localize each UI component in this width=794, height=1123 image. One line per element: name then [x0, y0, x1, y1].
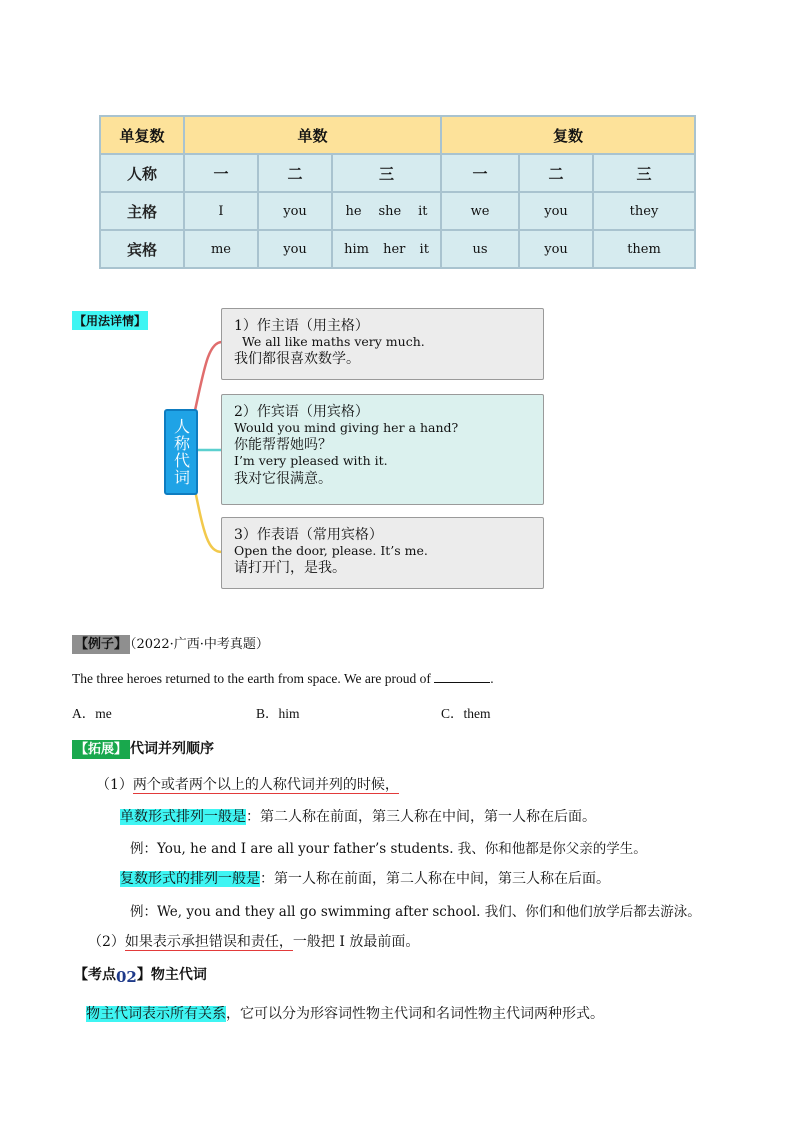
row-label-object: 宾格 — [100, 230, 184, 268]
question-end: . — [490, 671, 494, 686]
box-example-en: We all like maths very much. — [242, 334, 425, 349]
pronoun-he: he — [345, 203, 362, 219]
point-2-underline: 如果表示承担错误和责任， — [124, 934, 293, 950]
usage-box-subject — [221, 308, 544, 380]
cell-subject: we — [441, 192, 519, 230]
usage-box-object — [221, 394, 544, 505]
box-example-zh: 我对它很满意。 — [234, 471, 332, 487]
cell-person: 一 — [184, 154, 258, 192]
option-b[interactable]: B．him — [256, 706, 300, 721]
cell-object: you — [258, 230, 332, 268]
header-plural: 复数 — [441, 116, 695, 154]
example-source: （2022·广西·中考真题） — [130, 637, 269, 652]
row-label-subject: 主格 — [100, 192, 184, 230]
pronoun-center-node: 人称代词 — [164, 409, 198, 495]
usage-box-predicative — [221, 517, 544, 589]
rule-plural — [120, 868, 610, 888]
box-example-en: I’m very pleased with it. — [234, 453, 388, 468]
cell-subject-third — [332, 192, 441, 230]
extension-tag: 【拓展】 — [72, 740, 130, 759]
option-a[interactable]: A．me — [72, 706, 112, 721]
cell-subject: you — [519, 192, 593, 230]
box-title: 3）作表语（常用宾格） — [234, 527, 383, 543]
pronoun-it: it — [419, 241, 429, 257]
extension-title: 代词并列顺序 — [130, 741, 215, 757]
point-number: （2） — [88, 934, 125, 950]
rule-singular-text: ：第二人称在前面，第三人称在中间，第一人称在后面。 — [246, 809, 596, 825]
cell-person: 三 — [332, 154, 441, 192]
rule-singular-highlight: 单数形式排列一般是 — [120, 809, 246, 825]
kaodian-text — [86, 1003, 604, 1023]
box-title: 2）作宾语（用宾格） — [234, 404, 369, 420]
extension-point-2 — [88, 931, 419, 951]
point-2-text: 一般把 I 放最前面。 — [292, 934, 420, 950]
header-singular: 单数 — [184, 116, 441, 154]
example-heading — [72, 633, 269, 652]
cell-subject: I — [184, 192, 258, 230]
row-label-person: 人称 — [100, 154, 184, 192]
box-title: 1）作主语（用主格） — [234, 318, 369, 334]
example-singular: 例：You, he and I are all your father’s students. 我、你和他都是你父亲的学生。 — [130, 841, 647, 857]
example-tag: 【例子】 — [72, 635, 130, 654]
box-example-zh: 请打开门，是我。 — [234, 560, 346, 576]
extension-heading — [72, 738, 214, 758]
point-number: （1） — [96, 777, 133, 793]
kaodian-prefix: 【考点 — [74, 967, 116, 983]
rule-plural-highlight: 复数形式的排列一般是 — [120, 871, 260, 887]
pronoun-him: him — [344, 241, 369, 257]
kaodian-number: 02 — [116, 968, 137, 986]
box-example-zh: 我们都很喜欢数学。 — [234, 351, 360, 367]
pronoun-she: she — [378, 203, 402, 219]
example-plural: 例：We, you and they all go swimming after school. 我们、你们和他们放学后都去游泳。 — [130, 904, 701, 920]
kaodian-title: 】物主代词 — [136, 967, 207, 983]
cell-subject: you — [258, 192, 332, 230]
box-example-en: Would you mind giving her a hand? — [234, 420, 459, 435]
cell-person: 二 — [519, 154, 593, 192]
question-text: The three heroes returned to the earth from space. We are proud of — [72, 671, 431, 686]
cell-object: us — [441, 230, 519, 268]
header-number: 单复数 — [100, 116, 184, 154]
cell-person: 一 — [441, 154, 519, 192]
cell-person: 三 — [593, 154, 695, 192]
cell-object-third — [332, 230, 441, 268]
pronoun-it: it — [418, 203, 428, 219]
example-question — [72, 671, 494, 687]
point-1-text: 两个或者两个以上的人称代词并列的时候， — [132, 777, 399, 793]
kaodian-rest: ，它可以分为形容词性物主代词和名词性物主代词两种形式。 — [226, 1006, 604, 1022]
option-c[interactable]: C．them — [441, 706, 491, 721]
cell-subject: they — [593, 192, 695, 230]
pronoun-her: her — [383, 241, 406, 257]
rule-singular — [120, 806, 596, 826]
box-example-zh: 你能帮帮她吗？ — [234, 437, 332, 453]
rule-plural-text: ：第一人称在前面，第二人称在中间，第三人称在后面。 — [260, 871, 610, 887]
box-example-en: Open the door, please. It’s me. — [234, 543, 428, 558]
kaodian-highlight: 物主代词表示所有关系 — [86, 1006, 226, 1022]
extension-point-1 — [96, 774, 399, 794]
kaodian-heading — [74, 964, 207, 984]
cell-person: 二 — [258, 154, 332, 192]
answer-blank[interactable] — [434, 671, 490, 683]
usage-tag: 【用法详情】 — [72, 311, 148, 330]
cell-object: you — [519, 230, 593, 268]
cell-object: me — [184, 230, 258, 268]
pronoun-table — [99, 115, 696, 269]
cell-object: them — [593, 230, 695, 268]
